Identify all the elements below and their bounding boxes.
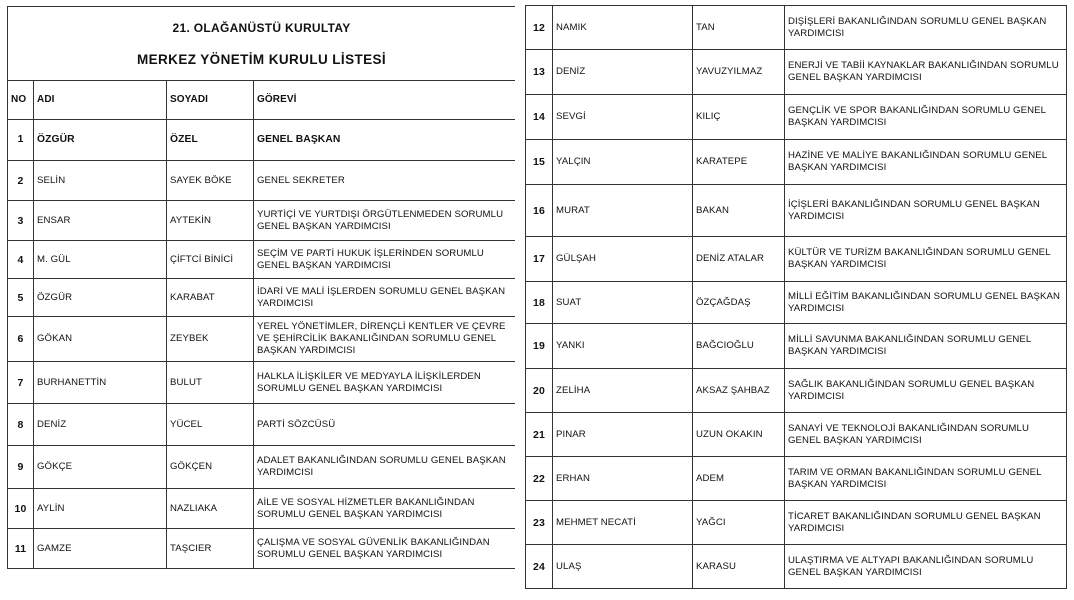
- surname: AYTEKİN: [167, 201, 254, 241]
- table-row: [526, 237, 1067, 282]
- role: HAZİNE VE MALİYE BAKANLIĞINDAN SORUMLU GENEL BAŞKAN YARDIMCISI: [785, 140, 1067, 185]
- surname: DENİZ ATALAR: [693, 237, 785, 282]
- first-name: NAMIK: [553, 6, 693, 50]
- role: SEÇİM VE PARTİ HUKUK İŞLERİNDEN SORUMLU GENEL BAŞKAN YARDIMCISI: [254, 241, 516, 279]
- role: YEREL YÖNETİMLER, DİRENÇLİ KENTLER VE ÇEVRE VE ŞEHİRCİLİK BAKANLIĞINDAN SORUMLU GENEL BAŞKAN YARDIMCISI: [254, 317, 516, 362]
- table-row: [8, 279, 516, 317]
- table-row: [526, 50, 1067, 95]
- table-row: [8, 201, 516, 241]
- row-number: 5: [8, 279, 34, 317]
- table-row: [8, 120, 516, 161]
- row-number: 20: [526, 369, 553, 413]
- first-name: SELİN: [34, 161, 167, 201]
- row-number: 13: [526, 50, 553, 95]
- row-number: 17: [526, 237, 553, 282]
- role: TARIM VE ORMAN BAKANLIĞINDAN SORUMLU GENEL BAŞKAN YARDIMCISI: [785, 457, 1067, 501]
- surname: YAĞCI: [693, 501, 785, 545]
- row-number: 8: [8, 404, 34, 446]
- row-number: 16: [526, 185, 553, 237]
- first-name: ULAŞ: [553, 545, 693, 589]
- first-name: GÜLŞAH: [553, 237, 693, 282]
- first-name: PINAR: [553, 413, 693, 457]
- role: AİLE VE SOSYAL HİZMETLER BAKANLIĞINDAN SORUMLU GENEL BAŞKAN YARDIMCISI: [254, 489, 516, 529]
- table-row: [526, 6, 1067, 50]
- first-name: MURAT: [553, 185, 693, 237]
- table-row: [526, 282, 1067, 324]
- row-number: 22: [526, 457, 553, 501]
- surname: UZUN OKAKIN: [693, 413, 785, 457]
- role: MİLLİ EĞİTİM BAKANLIĞINDAN SORUMLU GENEL BAŞKAN YARDIMCISI: [785, 282, 1067, 324]
- surname: BAKAN: [693, 185, 785, 237]
- congress-title: 21. OLAĞANÜSTÜ KURULTAY: [172, 20, 351, 35]
- role: ENERJİ VE TABİİ KAYNAKLAR BAKANLIĞINDAN SORUMLU GENEL BAŞKAN YARDIMCISI: [785, 50, 1067, 95]
- role: İÇİŞLERİ BAKANLIĞINDAN SORUMLU GENEL BAŞKAN YARDIMCISI: [785, 185, 1067, 237]
- first-name: ERHAN: [553, 457, 693, 501]
- header-soyadi: SOYADI: [167, 81, 254, 120]
- first-name: YANKI: [553, 324, 693, 369]
- row-number: 4: [8, 241, 34, 279]
- row-number: 12: [526, 6, 553, 50]
- list-title: MERKEZ YÖNETİM KURULU LİSTESİ: [136, 51, 387, 67]
- first-name: DENİZ: [553, 50, 693, 95]
- role: HALKLA İLİŞKİLER VE MEDYAYLA İLİŞKİLERDEN SORUMLU GENEL BAŞKAN YARDIMCISI: [254, 362, 516, 404]
- surname: KARATEPE: [693, 140, 785, 185]
- table-row: [526, 369, 1067, 413]
- table-row: [526, 95, 1067, 140]
- role: KÜLTÜR VE TURİZM BAKANLIĞINDAN SORUMLU GENEL BAŞKAN YARDIMCISI: [785, 237, 1067, 282]
- first-name: GAMZE: [34, 529, 167, 569]
- row-number: 11: [8, 529, 34, 569]
- first-name: AYLİN: [34, 489, 167, 529]
- table-row: [8, 446, 516, 489]
- role: SAĞLIK BAKANLIĞINDAN SORUMLU GENEL BAŞKAN YARDIMCISI: [785, 369, 1067, 413]
- first-name: M. GÜL: [34, 241, 167, 279]
- row-number: 3: [8, 201, 34, 241]
- surname: YAVUZYILMAZ: [693, 50, 785, 95]
- row-number: 15: [526, 140, 553, 185]
- table-row: [526, 413, 1067, 457]
- table-row: [526, 457, 1067, 501]
- first-name: ENSAR: [34, 201, 167, 241]
- surname: TAN: [693, 6, 785, 50]
- row-number: 9: [8, 446, 34, 489]
- first-name: ZELİHA: [553, 369, 693, 413]
- row-number: 21: [526, 413, 553, 457]
- role: GENÇLİK VE SPOR BAKANLIĞINDAN SORUMLU GENEL BAŞKAN YARDIMCISI: [785, 95, 1067, 140]
- right-member-table: [525, 5, 1067, 589]
- surname: ADEM: [693, 457, 785, 501]
- role: TİCARET BAKANLIĞINDAN SORUMLU GENEL BAŞKAN YARDIMCISI: [785, 501, 1067, 545]
- row-number: 6: [8, 317, 34, 362]
- surname: BULUT: [167, 362, 254, 404]
- first-name: GÖKÇE: [34, 446, 167, 489]
- surname: NAZLIAKA: [167, 489, 254, 529]
- surname: AKSAZ ŞAHBAZ: [693, 369, 785, 413]
- row-number: 18: [526, 282, 553, 324]
- table-row: [8, 362, 516, 404]
- table-row: [526, 140, 1067, 185]
- row-number: 1: [8, 120, 34, 161]
- role: SANAYİ VE TEKNOLOJİ BAKANLIĞINDAN SORUMLU GENEL BAŞKAN YARDIMCISI: [785, 413, 1067, 457]
- surname: YÜCEL: [167, 404, 254, 446]
- first-name: SUAT: [553, 282, 693, 324]
- surname: BAĞCIOĞLU: [693, 324, 785, 369]
- first-name: DENİZ: [34, 404, 167, 446]
- first-name: SEVGİ: [553, 95, 693, 140]
- table-row: [526, 185, 1067, 237]
- surname: ÖZEL: [167, 120, 254, 161]
- row-number: 2: [8, 161, 34, 201]
- role: İDARİ VE MALİ İŞLERDEN SORUMLU GENEL BAŞKAN YARDIMCISI: [254, 279, 516, 317]
- role: ADALET BAKANLIĞINDAN SORUMLU GENEL BAŞKAN YARDIMCISI: [254, 446, 516, 489]
- surname: GÖKÇEN: [167, 446, 254, 489]
- role: DIŞİŞLERİ BAKANLIĞINDAN SORUMLU GENEL BAŞKAN YARDIMCISI: [785, 6, 1067, 50]
- role: ULAŞTIRMA VE ALTYAPI BAKANLIĞINDAN SORUMLU GENEL BAŞKAN YARDIMCISI: [785, 545, 1067, 589]
- first-name: YALÇIN: [553, 140, 693, 185]
- row-number: 14: [526, 95, 553, 140]
- surname: ÇİFTCİ BİNİCİ: [167, 241, 254, 279]
- role: GENEL BAŞKAN: [254, 120, 516, 161]
- document-header: [8, 7, 516, 81]
- role: GENEL SEKRETER: [254, 161, 516, 201]
- surname: KILIÇ: [693, 95, 785, 140]
- role: ÇALIŞMA VE SOSYAL GÜVENLİK BAKANLIĞINDAN SORUMLU GENEL BAŞKAN YARDIMCISI: [254, 529, 516, 569]
- first-name: ÖZGÜR: [34, 279, 167, 317]
- table-row: [8, 489, 516, 529]
- row-number: 23: [526, 501, 553, 545]
- header-gorevi: GÖREVİ: [254, 81, 516, 120]
- row-number: 19: [526, 324, 553, 369]
- table-row: [526, 501, 1067, 545]
- table-header-row: [8, 81, 516, 120]
- role: YURTİÇİ VE YURTDIŞI ÖRGÜTLENMEDEN SORUMLU GENEL BAŞKAN YARDIMCISI: [254, 201, 516, 241]
- row-number: 7: [8, 362, 34, 404]
- surname: ÖZÇAĞDAŞ: [693, 282, 785, 324]
- row-number: 24: [526, 545, 553, 589]
- role: MİLLİ SAVUNMA BAKANLIĞINDAN SORUMLU GENEL BAŞKAN YARDIMCISI: [785, 324, 1067, 369]
- surname: TAŞCIER: [167, 529, 254, 569]
- first-name: GÖKAN: [34, 317, 167, 362]
- first-name: MEHMET NECATİ: [553, 501, 693, 545]
- table-row: [526, 545, 1067, 589]
- role: PARTİ SÖZCÜSÜ: [254, 404, 516, 446]
- row-number: 10: [8, 489, 34, 529]
- table-row: [8, 161, 516, 201]
- surname: KARABAT: [167, 279, 254, 317]
- first-name: BURHANETTİN: [34, 362, 167, 404]
- column-gap: [515, 0, 525, 600]
- left-member-table: [7, 6, 516, 569]
- table-row: [8, 317, 516, 362]
- header-adi: ADI: [34, 81, 167, 120]
- surname: KARASU: [693, 545, 785, 589]
- surname: SAYEK BÖKE: [167, 161, 254, 201]
- table-row: [8, 529, 516, 569]
- header-no: NO: [8, 81, 34, 120]
- table-row: [526, 324, 1067, 369]
- table-row: [8, 241, 516, 279]
- first-name: ÖZGÜR: [34, 120, 167, 161]
- table-row: [8, 404, 516, 446]
- surname: ZEYBEK: [167, 317, 254, 362]
